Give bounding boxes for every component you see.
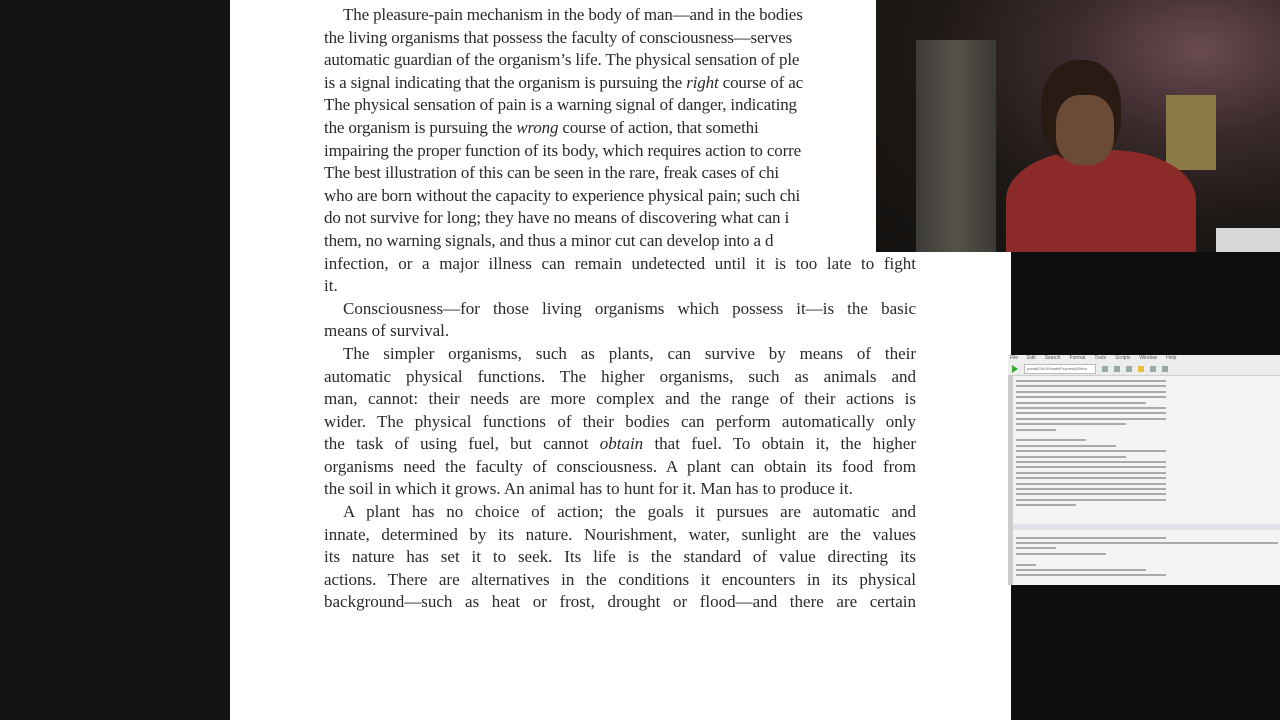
text-segment: wider. The physical functions of their bodies can perform automatically only <box>324 411 916 431</box>
text-line <box>324 185 872 208</box>
editor-line <box>1016 418 1166 420</box>
webcam-light <box>1216 228 1280 252</box>
menu-item-tools[interactable]: Tools <box>1094 355 1107 361</box>
cut-icon[interactable] <box>1150 366 1156 372</box>
text-segment: that fuel. To obtain it, the higher <box>643 434 916 454</box>
editor-line <box>1016 456 1126 458</box>
text-editor-thumbnail <box>1008 355 1280 585</box>
text-line <box>324 253 916 276</box>
text-segment: The simpler organisms, such as plants, can survive by means of their <box>343 343 916 363</box>
text-segment: innate, determined by its nature. Nourishment, water, sunlight are the values <box>324 524 916 544</box>
editor-line <box>1016 423 1126 425</box>
text-line <box>324 546 916 569</box>
text-segment: The pleasure-pain mechanism in the body of man—and in the bodies <box>343 5 803 24</box>
text-line <box>324 49 872 72</box>
text-line <box>324 456 916 479</box>
text-line <box>324 320 916 343</box>
editor-line <box>1016 461 1166 463</box>
text-line <box>324 27 872 50</box>
editor-line <box>1016 472 1166 474</box>
text-line <box>324 501 916 524</box>
text-segment: it. <box>324 276 338 296</box>
run-icon[interactable] <box>1012 365 1018 373</box>
text-line <box>324 411 916 434</box>
text-segment: man, cannot: their needs are more complex and the range of their actions is <box>324 389 916 409</box>
editor-line <box>1016 385 1166 387</box>
text-segment: its nature has set it to seek. Its life is the standard of value directing its <box>324 547 916 567</box>
editor-line <box>1016 477 1166 479</box>
editor-line <box>1016 488 1166 490</box>
editor-line <box>1016 547 1056 549</box>
text-line <box>324 140 872 163</box>
editor-line <box>1016 569 1146 571</box>
menu-item-search[interactable]: Search <box>1044 355 1061 361</box>
editor-line <box>1016 439 1086 441</box>
webcam-person-shirt <box>1006 150 1196 252</box>
editor-line <box>1016 450 1166 452</box>
editor-line <box>1016 429 1056 431</box>
open-icon[interactable] <box>1114 366 1120 372</box>
italic-text: wrong <box>516 117 559 137</box>
text-line <box>324 343 916 366</box>
editor-menubar <box>1008 355 1280 363</box>
text-segment: course of action, that somethi <box>558 117 759 137</box>
editor-line <box>1016 396 1166 398</box>
star-icon[interactable] <box>1138 366 1144 372</box>
editor-line <box>1016 407 1166 409</box>
menu-item-file[interactable]: File <box>1010 355 1019 361</box>
text-segment: The best illustration of this can be seen in the rare, freak cases of chi <box>324 163 779 183</box>
text-line <box>324 366 916 389</box>
italic-text: right <box>686 72 719 92</box>
editor-line <box>1016 466 1166 468</box>
text-line <box>324 162 872 185</box>
menu-item-format[interactable]: Format <box>1069 355 1086 361</box>
text-segment: The physical sensation of pain is a warning signal of danger, indicating <box>324 95 797 115</box>
webcam-cabinet <box>916 40 996 252</box>
text-segment: the task of using fuel, but cannot <box>324 434 600 454</box>
text-segment: organisms need the faculty of consciousness. A plant can obtain its food from <box>324 456 916 476</box>
webcam-person-face <box>1056 95 1114 165</box>
editor-line <box>1016 537 1166 539</box>
text-line <box>324 569 916 592</box>
text-line <box>324 4 872 27</box>
editor-line <box>1016 483 1166 485</box>
editor-line <box>1016 504 1076 506</box>
text-segment: A plant has no choice of action; the goals it pursues are automatic and <box>343 502 916 522</box>
menu-item-scripts[interactable]: Scripts <box>1115 355 1131 361</box>
text-segment: them, no warning signals, and thus a minor cut can develop into a d <box>324 230 774 250</box>
file-combo[interactable]: portal\Ch4\Private\Property\Ethics <box>1024 364 1096 374</box>
text-segment: impairing the proper function of its body, which requires action to corre <box>324 140 802 160</box>
document-text <box>324 4 916 614</box>
left-margin <box>0 0 230 720</box>
text-segment: automatic guardian of the organism’s life. The physical sensation of ple <box>324 50 800 70</box>
editor-line <box>1016 499 1166 501</box>
text-line <box>324 230 872 253</box>
editor-line <box>1016 542 1278 544</box>
editor-line <box>1016 564 1036 566</box>
text-line <box>324 275 916 298</box>
text-segment: the soil in which it grows. An animal has to hunt for it. Man has to produce it. <box>324 479 853 499</box>
editor-line <box>1016 493 1166 495</box>
text-line <box>324 388 916 411</box>
italic-text: obtain <box>599 434 644 454</box>
text-line <box>324 94 872 117</box>
editor-line <box>1016 445 1116 447</box>
editor-gutter <box>1008 376 1013 585</box>
text-segment: background—such as heat or frost, drought or flood—and there are certain <box>324 592 916 612</box>
text-segment: automatic physical functions. The higher organisms, such as animals and <box>324 366 916 386</box>
text-line <box>324 72 872 95</box>
text-segment: the organism is pursuing the <box>324 117 517 137</box>
text-line <box>324 433 916 456</box>
text-segment: Consciousness—for those living organisms which possess it—is the basic <box>343 298 916 318</box>
webcam-cabinet-right <box>1166 95 1216 170</box>
menu-item-edit[interactable]: Edit <box>1027 355 1036 361</box>
save-icon[interactable] <box>1126 366 1132 372</box>
editor-line <box>1016 380 1166 382</box>
new-file-icon[interactable] <box>1102 366 1108 372</box>
text-segment: actions. There are alternatives in the conditions it encounters in its physical <box>324 569 916 589</box>
text-line <box>324 207 872 230</box>
paste-icon[interactable] <box>1162 366 1168 372</box>
text-line <box>324 591 916 614</box>
text-line <box>324 524 916 547</box>
menu-item-window[interactable]: Window <box>1139 355 1158 361</box>
editor-line <box>1016 574 1166 576</box>
text-segment: is a signal indicating that the organism is pursuing the <box>324 72 687 92</box>
text-segment: course of ac <box>718 72 803 92</box>
text-segment: means of survival. <box>324 321 450 341</box>
editor-line <box>1016 553 1106 555</box>
editor-toolbar <box>1008 363 1280 376</box>
webcam-overlay <box>876 0 1280 252</box>
highlighted-line <box>1013 524 1280 530</box>
text-segment: do not survive for long; they have no means of discovering what can i <box>324 208 790 228</box>
text-segment: infection, or a major illness can remain undetected until it is too late to fight <box>324 253 916 273</box>
editor-line <box>1016 412 1166 414</box>
text-line <box>324 117 872 140</box>
text-segment: who are born without the capacity to experience physical pain; such chi <box>324 185 801 205</box>
text-segment: the living organisms that possess the faculty of consciousness—serves <box>324 27 793 47</box>
text-line <box>324 478 916 501</box>
text-line <box>324 298 916 321</box>
editor-line <box>1016 391 1166 393</box>
menu-item-help[interactable]: Help <box>1166 355 1177 361</box>
editor-line <box>1016 402 1146 404</box>
